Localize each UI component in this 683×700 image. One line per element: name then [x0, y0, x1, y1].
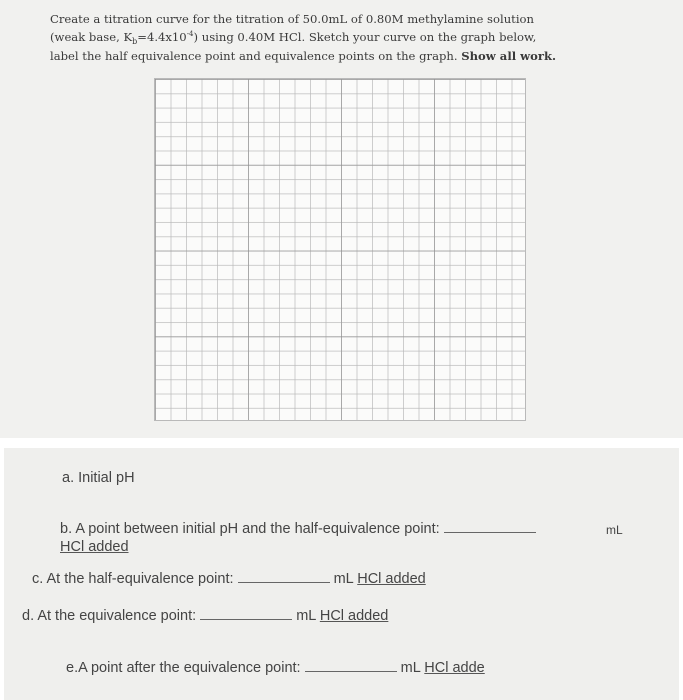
prompt-line-3: label the half equivalence point and equivalence points on the graph. Show all work.: [50, 49, 557, 64]
question-b-continued: HCl added: [60, 539, 129, 555]
question-a-label: a. Initial pH: [62, 470, 135, 486]
question-e-label: e.A point after the equivalence point:: [66, 660, 301, 676]
question-b-unit: mL: [606, 523, 623, 537]
answer-blank-e[interactable]: [305, 670, 397, 672]
answer-blank-b[interactable]: [444, 531, 536, 533]
show-all-work: Show all work.: [461, 49, 557, 64]
questions-panel: [4, 448, 679, 700]
panel-divider: [0, 438, 683, 448]
graph-paper-grid[interactable]: [154, 78, 526, 421]
prompt-line-1: Create a titration curve for the titration of 50.0mL of 0.80M methylamine solution: [50, 12, 534, 26]
answer-blank-d[interactable]: [200, 618, 292, 620]
problem-prompt: [50, 12, 650, 64]
answer-blank-c[interactable]: [238, 581, 330, 583]
question-b-label: b. A point between initial pH and the half-equivalence point:: [60, 521, 440, 537]
question-c-label: c. At the half-equivalence point:: [32, 571, 234, 587]
question-b: [60, 521, 536, 537]
question-a: [62, 470, 135, 486]
question-d: d. At the equivalence point: mL HCl added: [22, 608, 389, 624]
prompt-line-2: (weak base, $K_b=4.4x10^{-4}$) using 0.40M HCl. Sketch your curve on the graph below,: [50, 29, 537, 46]
question-d-label: d. At the equivalence point:: [22, 608, 197, 624]
question-e: e.A point after the equivalence point: mL HCl adde: [66, 660, 485, 676]
question-c: c. At the half-equivalence point: mL HCl added: [32, 571, 426, 587]
